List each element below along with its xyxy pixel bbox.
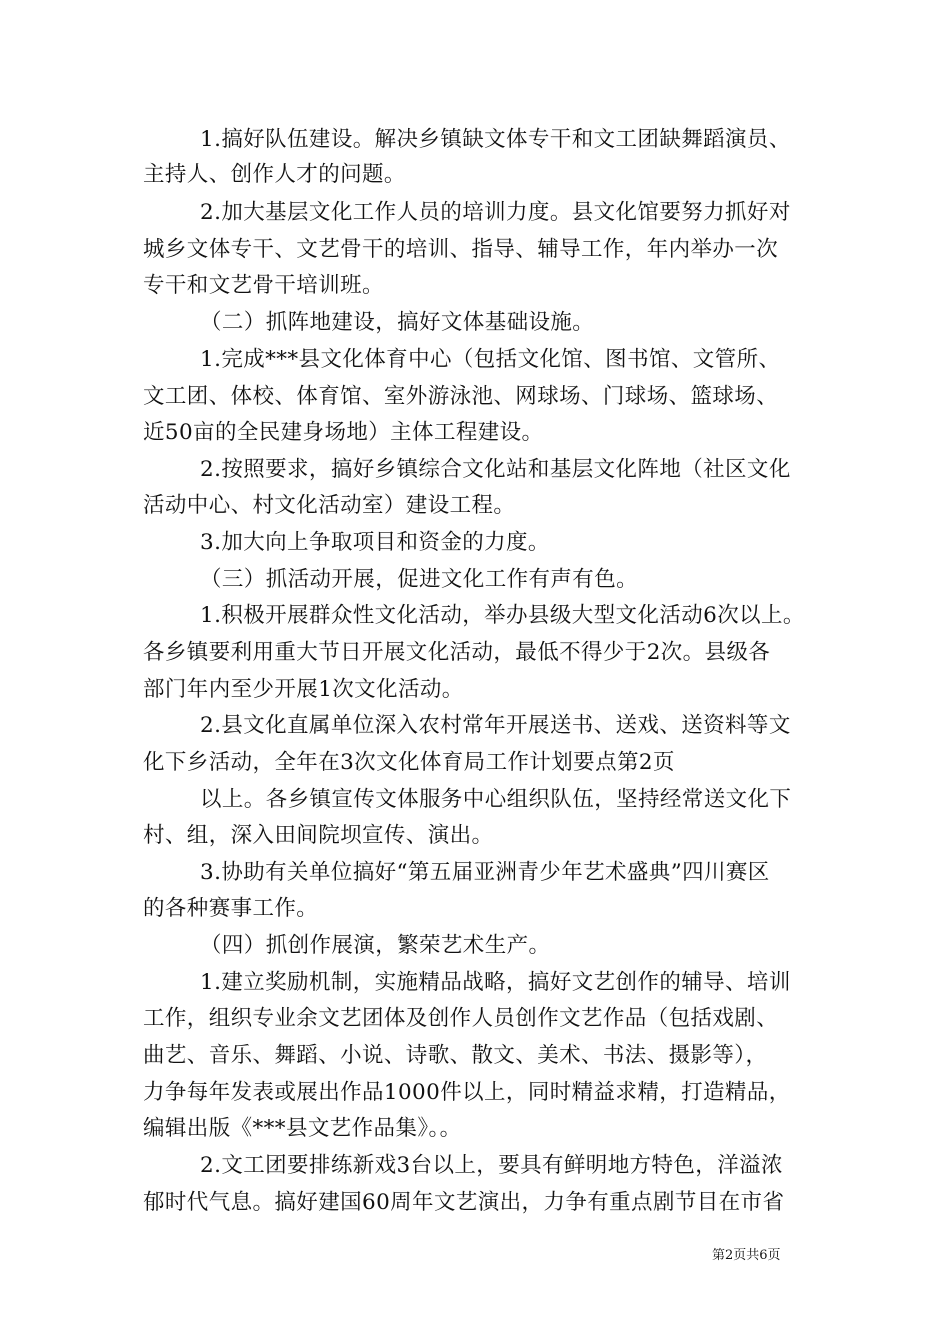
text-line: 部门年内至少开展1次文化活动。 [143, 677, 464, 702]
section-heading: （四）抓创作展演，繁荣艺术生产。 [200, 933, 551, 958]
text-line: 专干和文艺骨干培训班。 [143, 273, 384, 298]
text-line: 2.加大基层文化工作人员的培训力度。县文化馆要努力抓好对 [200, 200, 791, 225]
text-line: 2.按照要求，搞好乡镇综合文化站和基层文化阵地（社区文化 [200, 457, 791, 482]
text-line: 3.协助有关单位搞好“第五届亚洲青少年艺术盛典”四川赛区 [200, 860, 770, 885]
text-line: 曲艺、音乐、舞蹈、小说、诗歌、散文、美术、书法、摄影等）， [143, 1043, 768, 1068]
text-line: 郁时代气息。搞好建国60周年文艺演出，力争有重点剧节目在市省 [143, 1190, 785, 1215]
text-line: 以上。各乡镇宣传文体服务中心组织队伍，坚持经常送文化下 [200, 787, 792, 812]
text-line: 的各种赛事工作。 [143, 896, 319, 921]
text-line: 2.县文化直属单位深入农村常年开展送书、送戏、送资料等文 [200, 713, 791, 738]
text-line: 各乡镇要利用重大节日开展文化活动，最低不得少于2次。县级各 [143, 640, 771, 665]
section-heading: （三）抓活动开展，促进文化工作有声有色。 [200, 567, 639, 592]
text-line: 近50亩的全民建身场地）主体工程建设。 [143, 420, 544, 445]
text-line: 活动中心、村文化活动室）建设工程。 [143, 493, 516, 518]
text-line: 工作，组织专业余文艺团体及创作人员创作文艺作品（包括戏剧、 [143, 1006, 779, 1031]
text-line: 文工团、体校、体育馆、室外游泳池、网球场、门球场、篮球场、 [143, 384, 779, 409]
text-line: 化下乡活动，全年在3次文化体育局工作计划要点第2页 [143, 750, 675, 775]
text-line: 编辑出版《***县文艺作品集》。。 [143, 1116, 462, 1141]
section-heading: （二）抓阵地建设，搞好文体基础设施。 [200, 310, 595, 335]
text-line: 1.积极开展群众性文化活动，举办县级大型文化活动6次以上。 [200, 603, 805, 628]
text-line: 1.建立奖励机制，实施精品战略，搞好文艺创作的辅导、培训 [200, 970, 791, 995]
text-line: 1.完成***县文化体育中心（包括文化馆、图书馆、文管所、 [200, 347, 781, 372]
text-line: 1.搞好队伍建设。解决乡镇缺文体专干和文工团缺舞蹈演员、 [200, 127, 791, 152]
page-number-footer: 第2页共6页 [712, 1248, 781, 1263]
text-line: 村、组，深入田间院坝宣传、演出。 [143, 823, 494, 848]
text-line: 3.加大向上争取项目和资金的力度。 [200, 530, 550, 555]
text-line: 城乡文体专干、文艺骨干的培训、指导、辅导工作，年内举办一次 [143, 237, 779, 262]
text-line: 主持人、创作人才的问题。 [143, 162, 406, 187]
text-line: 力争每年发表或展出作品1000件以上，同时精益求精，打造精品， [143, 1080, 791, 1105]
text-line: 2.文工团要排练新戏3台以上，要具有鲜明地方特色，洋溢浓 [200, 1153, 783, 1178]
